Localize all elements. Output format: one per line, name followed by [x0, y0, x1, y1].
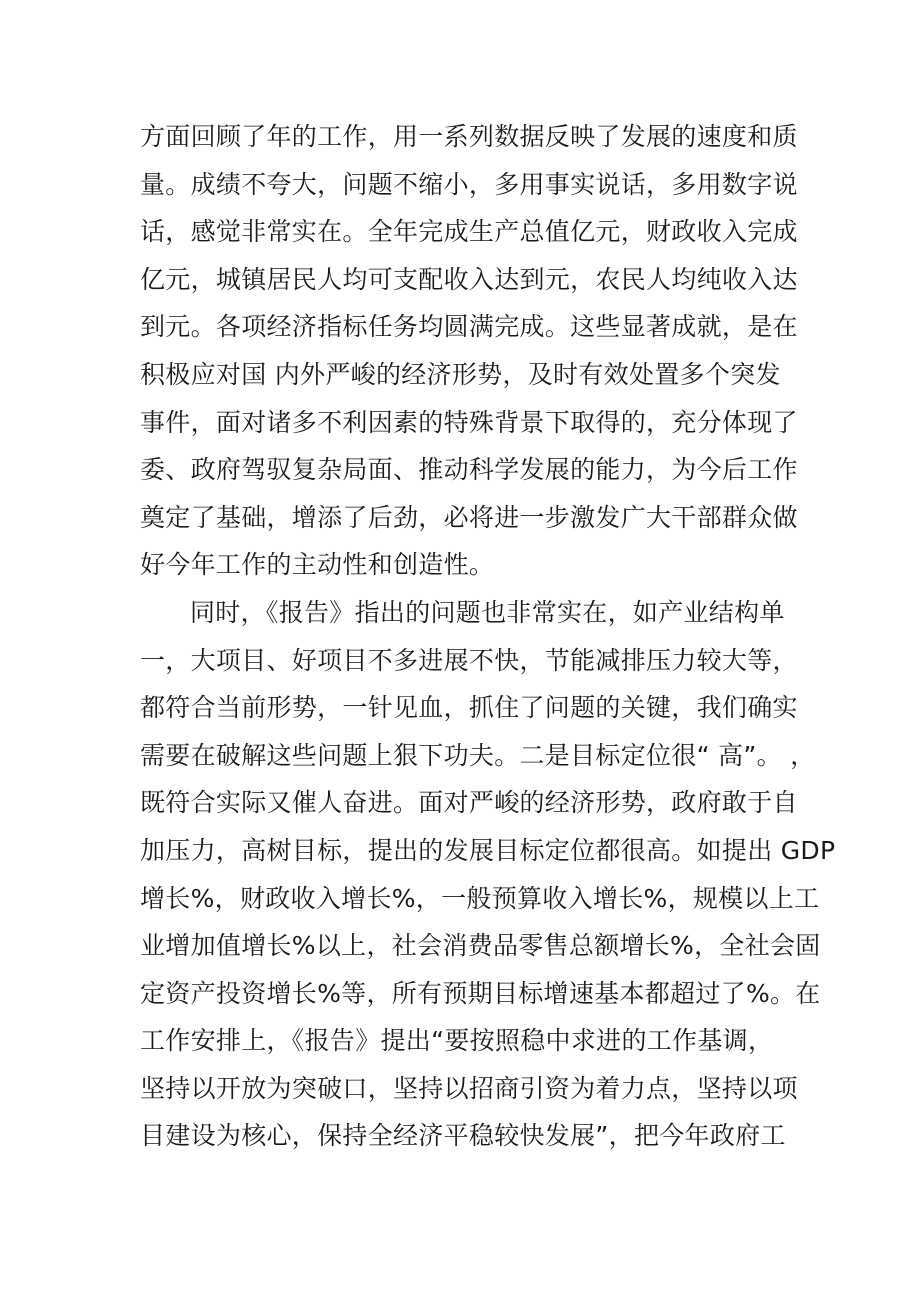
text-line: 坚持以开放为突破口，坚持以招商引资为着力点，坚持以项 [140, 1073, 798, 1103]
text-line: 定资产投资增长%等，所有预期目标增速基本都超过了%。在 [140, 978, 821, 1008]
text-line: 话，感觉非常实在。全年完成生产总值亿元，财政收入完成 [140, 217, 798, 247]
text-line: 事件，面对诸多不利因素的特殊背景下取得的，充分体现了 [140, 407, 798, 437]
body-text [140, 113, 836, 1160]
text-line: 既符合实际又催人奋进。面对严峻的经济形势，政府敢于自 [140, 788, 798, 818]
text-line: 工作安排上，《报告》提出“要按照稳中求进的工作基调， [140, 1026, 774, 1056]
text-line: 业增加值增长%以上，社会消费品零售总额增长%，全社会固 [140, 931, 821, 961]
text-line: 到元。各项经济指标任务均圆满完成。这些显著成就，是在 [140, 312, 798, 342]
text-line: 加压力，高树目标，提出的发展目标定位都很高。如提出 GDP [140, 835, 836, 865]
text-line: 奠定了基础，增添了后劲，必将进一步激发广大干部群众做 [140, 502, 798, 532]
text-line: 目建设为核心，保持全经济平稳较快发展”，把今年政府工 [140, 1121, 786, 1151]
text-line: 增长%，财政收入增长%，一般预算收入增长%，规模以上工 [140, 883, 820, 913]
text-line: 量。成绩不夸大，问题不缩小，多用事实说话，多用数字说 [140, 169, 798, 199]
text-line: 好今年工作的主动性和创造性。 [140, 550, 495, 580]
text-line: 需要在破解这些问题上狠下功夫。二是目标定位很“ 高”。 ， [140, 740, 816, 770]
paragraph-start-line: 同时，《报告》指出的问题也非常实在，如产业结构单 [190, 597, 785, 627]
text-line: 积极应对国 内外严峻的经济形势，及时有效处置多个突发 [140, 359, 781, 389]
text-line: 委、政府驾驭复杂局面、推动科学发展的能力，为今后工作 [140, 455, 798, 485]
text-line: 方面回顾了年的工作，用一系列数据反映了发展的速度和质 [140, 122, 798, 151]
text-line: 亿元，城镇居民人均可支配收入达到元，农民人均纯收入达 [140, 264, 798, 294]
text-line: 都符合当前形势，一针见血，抓住了问题的关键，我们确实 [140, 693, 798, 723]
text-line: 一，大项目、好项目不多进展不快，节能减排压力较大等， [140, 645, 798, 675]
